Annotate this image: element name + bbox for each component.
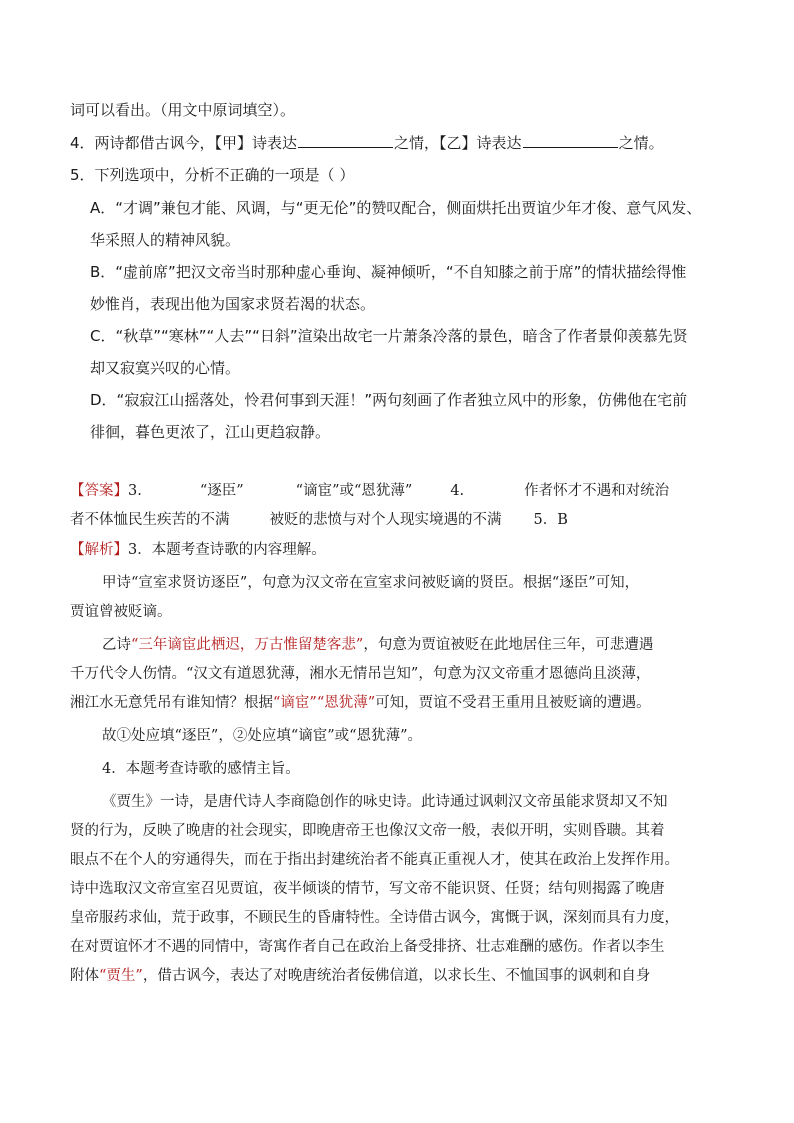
analysis-4-line-7-a: 附体 (70, 968, 99, 984)
analysis-4-line-7-b: ，借古讽今，表达了对晚唐统治者佞佛信道，以求长生、不恤国事的讽刺和自身 (142, 968, 651, 984)
analysis-4-line-5: 皇帝服药求仙，荒于政事，不顾民生的昏庸特性。全诗借古讽今，寓慨于讽，深刻而具有力度， (70, 910, 679, 926)
option-d-line-2: 徘徊，暮色更浓了，江山更趋寂静。 (90, 423, 331, 441)
analysis-3-jia-line-2: 贾谊曾被贬谪。 (70, 604, 172, 620)
question-intro-tail: 词可以看出。（用文中原词填空）。 (70, 101, 296, 119)
answer-line-1 (70, 481, 669, 501)
answer-label: 【答案】 (70, 483, 128, 499)
question-4-suffix: 之情。 (618, 134, 664, 152)
analysis-4-line-6: 在对贾谊怀才不遇的同情中，寄寓作者自己在政治上备受排挤、壮志难酬的感伤。作者以李生 (70, 939, 665, 955)
answer-blank-2 (523, 133, 618, 148)
question-4-mid: 之情，【乙】诗表达 (394, 134, 522, 152)
option-c-line-2: 却又寂寞兴叹的心情。 (90, 359, 241, 377)
analysis-3-yi-quote-1: “谪宦” (273, 695, 317, 711)
analysis-label: 【解析】 (70, 542, 128, 558)
analysis-3-yi-line-3-b: 可知，贾谊不受君王重用且被贬谪的遭遇。 (375, 695, 651, 711)
analysis-4-line-1: 《贾生》一诗，是唐代诗人李商隐创作的咏史诗。此诗通过讽刺汉文帝虽能求贤却又不知 (102, 794, 668, 810)
analysis-3-yi-line-3 (70, 693, 651, 713)
question-4-prefix: 4．两诗都借古讽今，【甲】诗表达 (70, 134, 298, 152)
analysis-line-1 (70, 540, 326, 560)
option-b-line-1: B．“虚前席”把汉文帝当时那种虚心垂询、凝神倾听，“不自知膝之前于席”的情状描绘得惟 (90, 263, 687, 281)
analysis-3-yi-quote: “三年谪宦此栖迟，万古惟留楚客悲” (131, 637, 364, 653)
answer-blank-1 (298, 133, 393, 148)
answer-4-line-2-part-1: 者不体恤民生疾苦的不满 (70, 512, 230, 528)
option-b-line-2: 妙惟肖，表现出他为国家求贤若渴的状态。 (90, 295, 376, 313)
analysis-3-yi-rest: ，句意为贾谊被贬在此地居住三年，可悲遭遇 (363, 637, 654, 653)
answer-5: 5．B (533, 512, 568, 528)
analysis-4-heading: 4．本题考查诗歌的感情主旨。 (102, 761, 300, 777)
answer-3-part-2: “谪宦”或“恩犹薄” (295, 483, 413, 499)
analysis-3-jia-line-1: 甲诗“宣室求贤访逐臣”，句意为汉文帝在宣室求问被贬谪的贤臣。根据“逐臣”可知， (102, 575, 640, 591)
answer-line-2 (70, 510, 568, 530)
analysis-3-yi-line-1 (102, 635, 653, 655)
analysis-4-line-4: 诗中选取汉文帝宣室召见贾谊，夜半倾谈的情节，写文帝不能识贤、任贤；结句则揭露了晚唐 (70, 881, 665, 897)
analysis-4-line-7-quote: “贾生” (99, 968, 143, 984)
answer-4-line-2-part-2: 被贬的悲愤与对个人现实境遇的不满 (269, 512, 502, 528)
question-5-stem: 5．下列选项中，分析不正确的一项是（ ） (70, 166, 355, 184)
option-c-line-1: C．“秋草”“寒林”“人去”“日斜”渲染出故宅一片萧条冷落的景色，暗含了作者景仰羡慕先贤 (90, 327, 688, 345)
question-4 (70, 133, 664, 153)
analysis-4-line-7 (70, 966, 650, 986)
answer-3-number: 3. (128, 483, 142, 499)
answer-4-number: 4. (450, 483, 465, 499)
analysis-3-yi-lead: 乙诗 (102, 637, 131, 653)
analysis-3-yi-line-3-a: 湘江水无意凭吊有谁知情？根据 (70, 695, 273, 711)
answer-4-part-1: 作者怀才不遇和对统治 (524, 483, 670, 499)
analysis-3-yi-quote-2: “恩犹薄” (316, 695, 376, 711)
option-a-line-1: A．“才调”兼包才能、风调，与“更无伦”的赞叹配合，侧面烘托出贾谊少年才俊、意气风发、 (90, 199, 702, 217)
analysis-3-yi-line-2: 千万代令人伤情。“汉文有道恩犹薄，湘水无情吊岂知”，句意为汉文帝重才恩德尚且淡薄， (70, 666, 651, 682)
option-d-line-1: D．“寂寂江山摇落处，怜君何事到天涯！”两句刻画了作者独立风中的形象，仿佛他在宅前 (90, 391, 688, 409)
analysis-4-line-2: 贤的行为，反映了晚唐的社会现实，即晚唐帝王也像汉文帝一般，表似开明，实则昏聩。其着 (70, 823, 665, 839)
analysis-4-line-3: 眼点不在个人的穷通得失，而在于指出封建统治者不能真正重视人才，使其在政治上发挥作用。 (70, 852, 679, 868)
analysis-3-heading: 3．本题考查诗歌的内容理解。 (128, 542, 326, 558)
analysis-3-fill: 故①处应填“逐臣”，②处应填“谪宦”或“恩犹薄”。 (102, 728, 422, 744)
answer-3-part-1: “逐臣” (199, 483, 244, 499)
option-a-line-2: 华采照人的精神风貌。 (90, 231, 241, 249)
